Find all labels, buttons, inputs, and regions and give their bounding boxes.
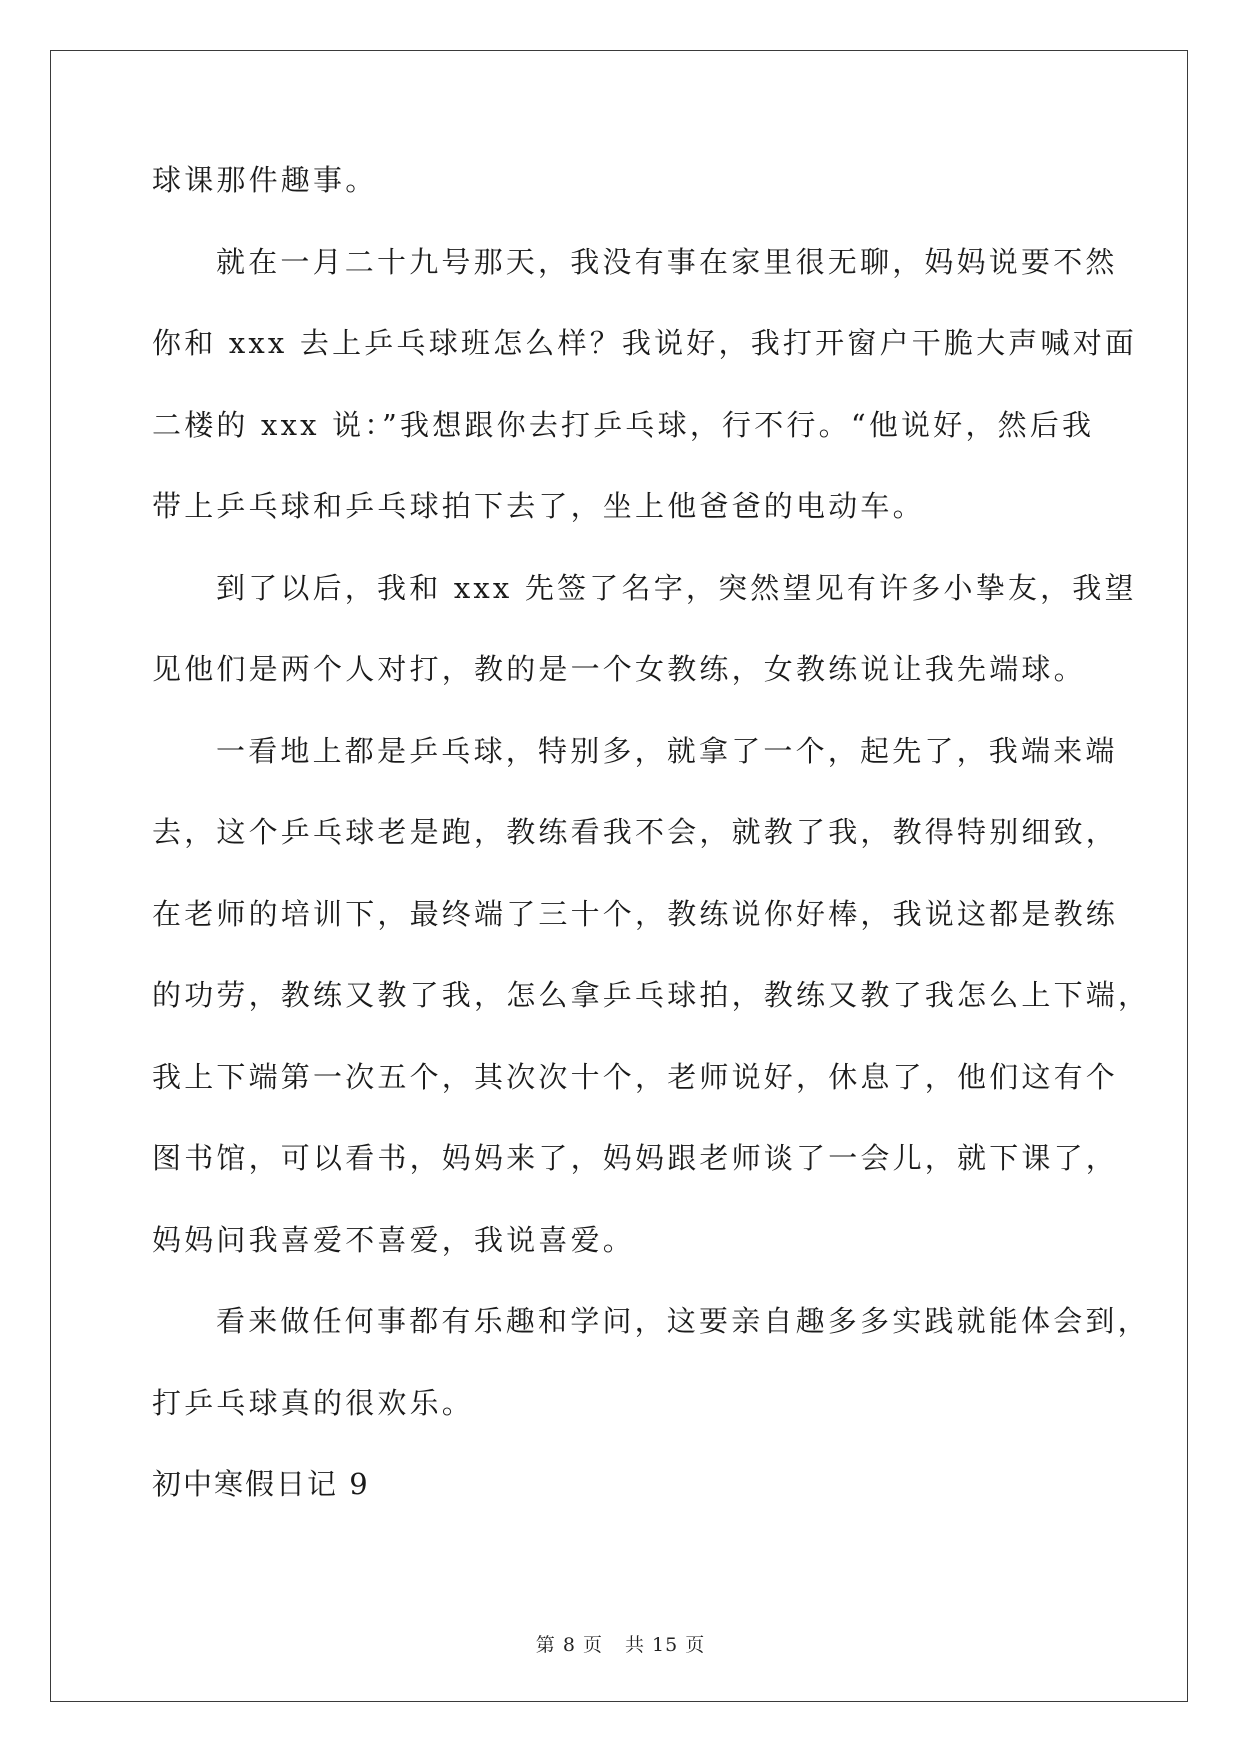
paragraph-line: 球课那件趣事。 xyxy=(152,163,378,197)
paragraph-line: 在老师的培训下，最终端了三十个，教练说你好棒，我说这都是教练 xyxy=(152,896,1119,931)
paragraph-line: 去，这个乒乓球老是跑，教练看我不会，就教了我，教得特别细致， xyxy=(152,815,1119,849)
paragraph-line: 看来做任何事都有乐趣和学问，这要亲自趣多多实践就能体会到， xyxy=(216,1304,1150,1338)
paragraph-line: 的功劳，教练又教了我，怎么拿乒乓球拍，教练又教了我怎么上下端， xyxy=(152,978,1151,1012)
page-footer xyxy=(0,1630,1241,1657)
paragraph-line: 到了以后，我和 xxx 先签了名字，突然望见有许多小挚友，我望 xyxy=(216,570,1137,605)
page-total: 共 15 页 xyxy=(624,1634,706,1656)
section-heading: 初中寒假日记 9 xyxy=(152,1467,370,1501)
paragraph-line: 二楼的 xxx 说：”我想跟你去打乒乓球，行不行。“他说好，然后我 xyxy=(152,407,1095,442)
paragraph-line: 你和 xxx 去上乒乓球班怎么样？我说好，我打开窗户干脆大声喊对面 xyxy=(152,326,1138,360)
paragraph-line: 就在一月二十九号那天，我没有事在家里很无聊，妈妈说要不然 xyxy=(216,244,1118,279)
paragraph-line: 带上乒乓球和乒乓球拍下去了，坐上他爸爸的电动车。 xyxy=(152,489,925,523)
document-body xyxy=(152,158,1151,1544)
page-number: 第 8 页 xyxy=(535,1634,603,1656)
paragraph-line: 一看地上都是乒乓球，特别多，就拿了一个，起先了，我端来端 xyxy=(216,733,1118,768)
paragraph-line: 我上下端第一次五个，其次次十个，老师说好，休息了，他们这有个 xyxy=(152,1059,1119,1094)
paragraph-line: 图书馆，可以看书，妈妈来了，妈妈跟老师谈了一会儿，就下课了， xyxy=(152,1141,1119,1175)
paragraph-line: 打乒乓球真的很欢乐。 xyxy=(152,1385,475,1420)
paragraph-line: 妈妈问我喜爱不喜爱，我说喜爱。 xyxy=(152,1222,636,1257)
paragraph-line: 见他们是两个人对打，教的是一个女教练，女教练说让我先端球。 xyxy=(152,652,1086,686)
